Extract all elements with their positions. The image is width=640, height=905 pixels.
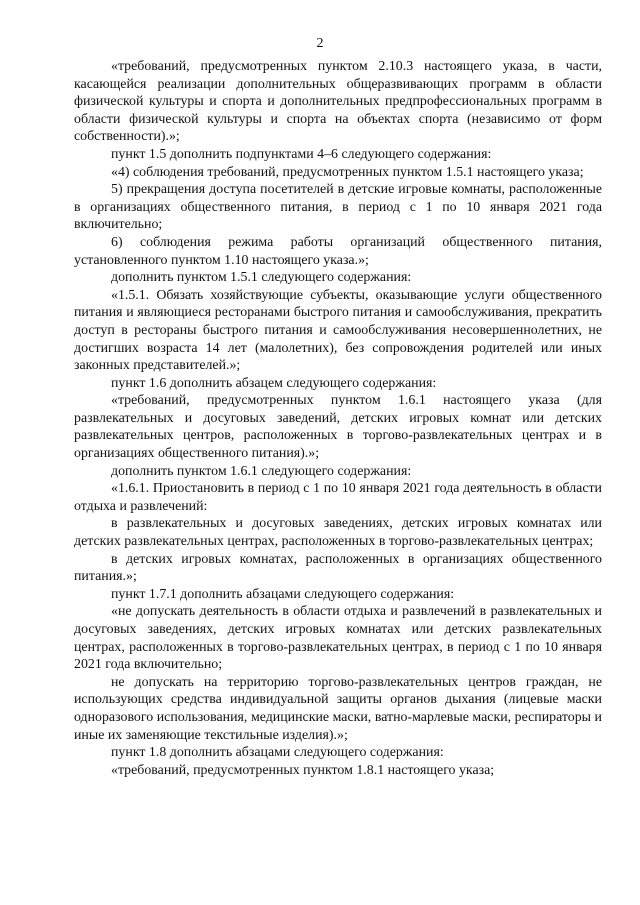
paragraph: «требований, предусмотренных пунктом 2.10.3 настоящего указа, в части, касающейся реализации дополнительных общеразвивающих программ в области физической культуры и спорта и дополнительных предпрофессиональных программ в области физической культуры и спорта на объектах спорта (независимо от форм собственности).»;	[74, 59, 602, 145]
paragraph: пункт 1.8 дополнить абзацами следующего содержания:	[111, 745, 444, 761]
document-body	[74, 58, 602, 779]
page-number: 2	[316, 36, 324, 51]
paragraph: «не допускать деятельность в области отдыха и развлечений в развлекательных и досуговых заведениях, детских игровых комнатах или детских развлекательных центрах, расположенных в торгово-развлекательных центрах, в период с 1 по 10 января 2021 года включительно;	[74, 604, 602, 673]
paragraph: пункт 1.7.1 дополнить абзацами следующего содержания:	[111, 586, 455, 602]
paragraph: 5) прекращения доступа посетителей в детские игровые комнаты, расположенные в организациях общественного питания, в период с 1 по 10 января 2021 года включительно;	[74, 182, 602, 233]
paragraph: не допускать на территорию торгово-развлекательных центров граждан, не использующих средства индивидуальной защиты органов дыхания (лицевые маски одноразового использования, медицинские маски, ватно-марлевые маски, респираторы и иные их заменяющие текстильные изделия).»;	[74, 674, 602, 743]
paragraph: «1.5.1. Обязать хозяйствующие субъекты, оказывающие услуги общественного питания и являющиеся ресторанами быстрого питания и самообслуживания, прекратить доступ в рестораны быстрого питания и самообслуживания несовершеннолетних, не достигших возраста 14 лет (малолетних), без сопровождения родителей или иных законных представителей.»;	[74, 287, 602, 374]
paragraph: в развлекательных и досуговых заведениях, детских игровых комнатах или детских развлекательных центрах, расположенных в торгово-развлекательных центрах;	[74, 516, 602, 550]
paragraph: в детских игровых комнатах, расположенных в организациях общественного питания.»;	[74, 551, 602, 585]
paragraph: 6) соблюдения режима работы организаций общественного питания, установленного пунктом 1.10 настоящего указа.»;	[74, 234, 602, 268]
paragraph: дополнить пунктом 1.5.1 следующего содержания:	[111, 270, 412, 286]
paragraph: дополнить пунктом 1.6.1 следующего содержания:	[111, 463, 412, 479]
paragraph: «требований, предусмотренных пунктом 1.6.1 настоящего указа (для развлекательных и досуговых заведений, детских игровых комнат или детских развлекательных центров, расположенных в торгово-развлекательных центрах и в организациях общественного питания).»;	[74, 393, 602, 462]
paragraph: «1.6.1. Приостановить в период с 1 по 10 января 2021 года деятельность в области отдыха и развлечений:	[74, 481, 602, 514]
paragraph: «требований, предусмотренных пунктом 1.8.1 настоящего указа;	[111, 762, 495, 778]
paragraph: «4) соблюдения требований, предусмотренных пунктом 1.5.1 настоящего указа;	[111, 164, 584, 180]
paragraph: пункт 1.5 дополнить подпунктами 4–6 следующего содержания:	[111, 146, 492, 162]
paragraph: пункт 1.6 дополнить абзацем следующего содержания:	[111, 375, 437, 391]
